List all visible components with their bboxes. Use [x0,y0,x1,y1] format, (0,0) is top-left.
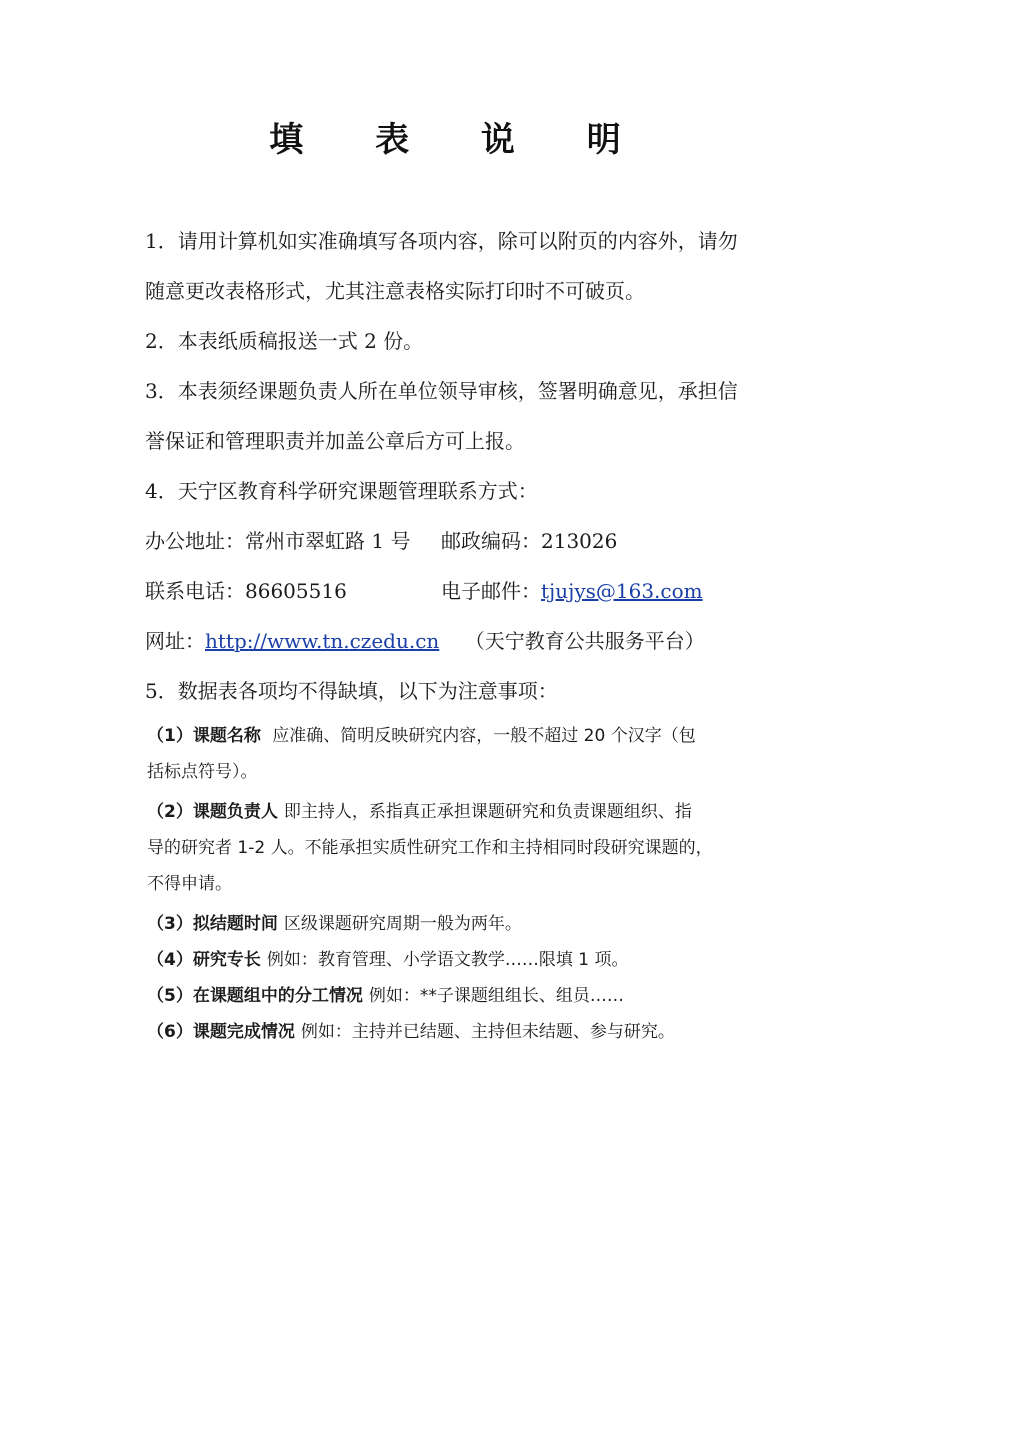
email-label: 电子邮件： [441,579,541,603]
note-text: 应准确、简明反映研究内容，一般不超过 20 个汉字（包 [272,726,696,746]
website-row [145,616,805,666]
note-5 [147,978,787,1014]
note-text: 区级课题研究周期一般为两年。 [283,914,522,934]
note-key: 研究专长 [192,950,261,970]
notes-list [147,718,787,1050]
note-key: 课题名称 [192,726,261,746]
item-1-line-2: 随意更改表格形式，尤其注意表格实际打印时不可破页。 [145,279,645,303]
email-link[interactable]: tjujys@163.com [541,579,703,603]
web-note: （天宁教育公共服务平台） [464,629,705,653]
page-title: 填 表 说 明 [269,120,651,160]
note-key: 课题完成情况 [192,1022,295,1042]
item-3-line-2: 誉保证和管理职责并加盖公章后方可上报。 [145,429,525,453]
note-text-cont: 不得申请。 [147,874,232,894]
note-key: 课题负责人 [192,802,278,822]
item-4-line-1: 4．天宁区教育科学研究课题管理联系方式： [145,479,538,503]
phone-row [145,566,805,616]
item-2-line-1: 2．本表纸质稿报送一式 2 份。 [145,329,424,353]
postcode-text: 邮政编码：213026 [441,529,618,553]
note-2 [147,794,787,902]
note-key: 在课题组中的分工情况 [192,986,363,1006]
note-text-cont: 导的研究者 1-2 人。不能承担实质性研究工作和主持相同时段研究课题的， [147,838,713,858]
item-3-line-1: 3．本表须经课题负责人所在单位领导审核，签署明确意见，承担信 [145,379,738,403]
item-5-line-1: 5．数据表各项均不得缺填，以下为注意事项： [145,679,558,703]
note-number: （6） [147,1022,193,1042]
note-number: （5） [147,986,193,1006]
note-text: 例如：主持并已结题、主持但未结题、参与研究。 [300,1022,675,1042]
address-row [145,516,805,566]
note-number: （1） [147,726,193,746]
note-4 [147,942,787,978]
note-text-cont: 括标点符号）。 [147,762,258,782]
web-label: 网址： [145,629,205,653]
note-6 [147,1014,787,1050]
note-3 [147,906,787,942]
note-1 [147,718,787,790]
note-number: （2） [147,802,193,822]
note-number: （4） [147,950,193,970]
note-text: 例如：**子课题组组长、组员…… [368,986,624,1006]
address-text: 办公地址：常州市翠虹路 1 号 [145,529,411,553]
instructions-block [145,216,805,716]
phone-text: 联系电话：86605516 [145,579,347,603]
note-key: 拟结题时间 [192,914,278,934]
website-link[interactable]: http://www.tn.czedu.cn [205,629,440,653]
note-text: 例如：教育管理、小学语文教学……限填 1 项。 [266,950,629,970]
note-number: （3） [147,914,193,934]
item-1-line-1: 1．请用计算机如实准确填写各项内容，除可以附页的内容外，请勿 [145,229,738,253]
email-group [441,566,703,616]
note-text: 即主持人，系指真正承担课题研究和负责课题组织、指 [283,802,692,822]
